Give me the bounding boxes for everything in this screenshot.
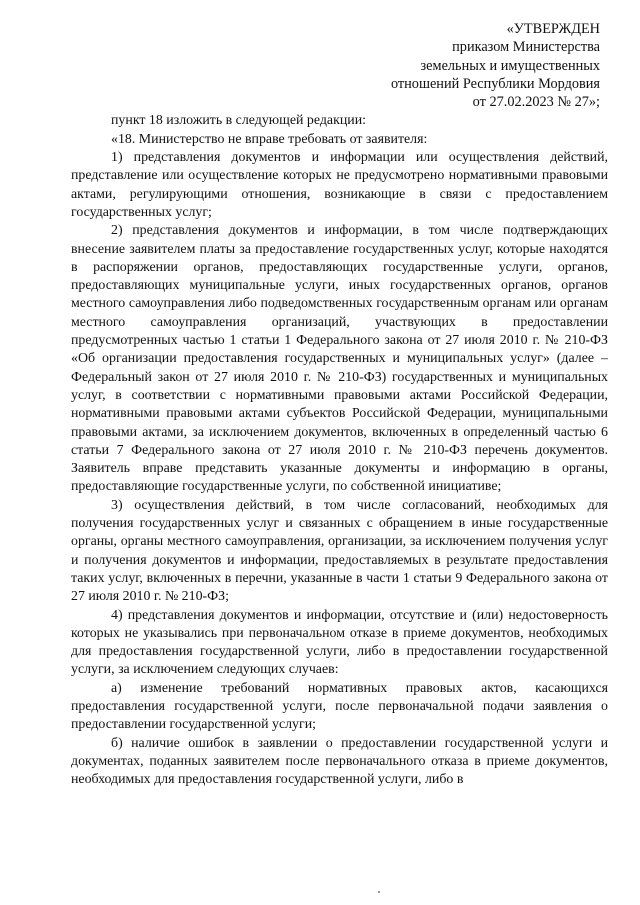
paragraph-2: 2) представления документов и информации, в том числе подтверждающих внесение заявителем платы за предоставление государственных услуг, которые находятся в распоряжении органов, предоставляющих государственные услуги, органов, предоставляющих муниципальные услуги, иных государственных органов, органов местного самоуправления либо подведомственных государственным органам или органам местного самоуправления организаций, участвующих в предоставлении предусмотренных частью 1 статьи 1 Федерального закона от 27 июля 2010 г. № 210-ФЗ «Об организации предоставления государственных и муниципальных услуг» (далее – Федеральный закон от 27 июля 2010 г. № 210-ФЗ) государственных и муниципальных услуг, в соответствии с нормативными правовыми актами Российской Федерации, нормативными правовыми актами субъектов Российской Федерации, муниципальными правовыми актами, за исключением документов, включенных в определенный частью 6 статьи 7 Федерального закона от 27 июля 2010 г. № 210-ФЗ перечень документов. Заявитель вправе представить указанные документы и информацию в органы, предоставляющие государственные услуги, по собственной инициативе; xyxy=(71,223,608,495)
approval-line: от 27.02.2023 № 27»; xyxy=(472,94,600,111)
approval-line: приказом Министерства xyxy=(452,39,600,56)
scan-speck xyxy=(378,891,380,893)
approval-line: отношений Республики Мордовия xyxy=(390,75,600,92)
approval-stamp xyxy=(71,20,600,111)
section-heading: «18. Министерство не вправе требовать от заявителя: xyxy=(111,131,428,147)
subparagraph-a: а) изменение требований нормативных правовых актов, касающихся предоставления государственной услуги, после первоначальной подачи заявления о предоставлении государственной услуги; xyxy=(71,680,608,733)
paragraph-1: 1) представления документов и информации или осуществления действий, представление или осуществление которых не предусмотрено нормативными правовыми актами, регулирующими отношения, возникающие в связи с предоставлением государственных услуг; xyxy=(71,150,608,220)
intro-line: пункт 18 изложить в следующей редакции: xyxy=(111,113,366,129)
paragraph-3: 3) осуществления действий, в том числе согласований, необходимых для получения государственных услуг и связанных с обращением в иные государственные органы, органы местного самоуправления, организации, за исключением получения услуг и получения документов и информации, предоставляемых в результате предоставления таких услуг, включенных в перечни, указанные в части 1 статьи 9 Федерального закона от 27 июля 2010 г. № 210-ФЗ; xyxy=(71,497,608,605)
paragraph-4: 4) представления документов и информации, отсутствие и (или) недостоверность которых не указывались при первоначальном отказе в приеме документов, необходимых для предоставления государственной услуги, либо в предоставлении государственной услуги, за исключением следующих случаев: xyxy=(71,607,608,678)
approval-line: «УТВЕРЖДЕН xyxy=(506,21,600,37)
approval-line: земельных и имущественных xyxy=(420,57,600,74)
subparagraph-b: б) наличие ошибок в заявлении о предоставлении государственной услуги и документах, поданных заявителем после первоначального отказа в приеме документов, необходимых для предоставления государственной услуги, либо в xyxy=(71,735,608,788)
